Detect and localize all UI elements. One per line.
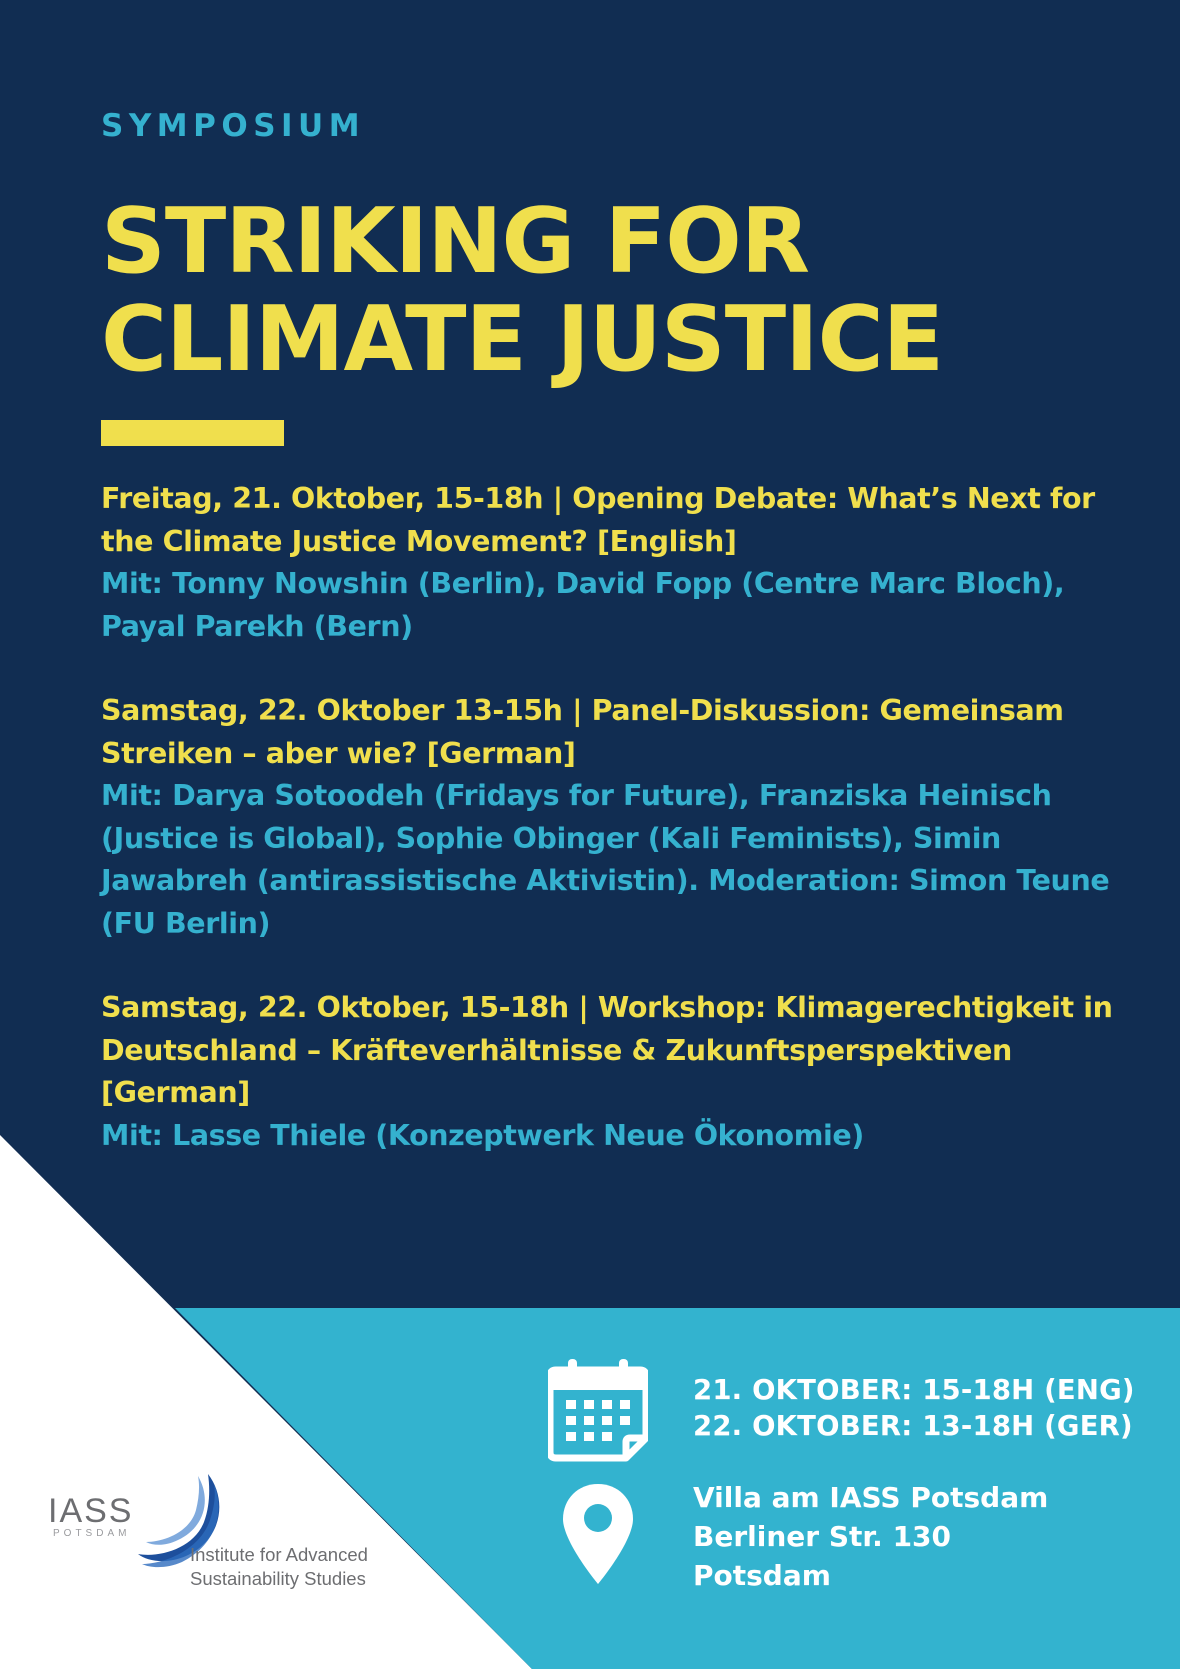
title-line-1: STRIKING FOR [101,189,810,294]
venue-street: Berliner Str. 130 [693,1520,952,1553]
institute-line-2: Sustainability Studies [190,1568,366,1589]
iass-logo [44,1470,384,1600]
event-dates [693,1372,1135,1444]
event-list [101,478,1156,1199]
event-heading: Samstag, 22. Oktober, 15-18h | Workshop: Klimagerechtigkeit in Deutschland – Kräfteverhältnisse & Zukunftsperspektiven [German] [101,991,1113,1109]
kicker-label: SYMPOSIUM [101,108,366,144]
event-speakers: Mit: Lasse Thiele (Konzeptwerk Neue Ökonomie) [101,1118,864,1152]
event-item [101,987,1156,1157]
event-speakers: Mit: Tonny Nowshin (Berlin), David Fopp (Centre Marc Bloch), Payal Parekh (Bern) [101,567,1065,643]
event-heading: Samstag, 22. Oktober 13-15h | Panel-Diskussion: Gemeinsam Streiken – aber wie? [German] [101,694,1064,770]
calendar-icon [548,1358,648,1462]
event-heading: Freitag, 21. Oktober, 15-18h | Opening Debate: What’s Next for the Climate Justice Movement? [English] [101,482,1095,558]
poster-title [101,189,944,392]
date-line-2: 22. OKTOBER: 13-18H (GER) [693,1410,1133,1442]
event-item [101,478,1156,648]
logo-subtext: POTSDAM [53,1528,131,1539]
institute-line-1: Institute for Advanced [190,1544,368,1565]
title-underline-bar [101,420,284,446]
location-pin-icon [561,1482,635,1586]
title-line-2: CLIMATE JUSTICE [101,287,944,392]
event-item [101,690,1156,945]
institute-name [190,1543,368,1591]
logo-wordmark: IASS [48,1492,134,1530]
venue-address [693,1478,1048,1595]
venue-city: Potsdam [693,1559,831,1592]
event-speakers: Mit: Darya Sotoodeh (Fridays for Future), Franziska Heinisch (Justice is Global), Sophie Obinger (Kali Feminists), Simin Jawabreh (antirassistische Aktivistin). Moderation: Simon Teune (FU Berlin) [101,779,1110,940]
date-line-1: 21. OKTOBER: 15-18H (ENG) [693,1374,1135,1406]
venue-name: Villa am IASS Potsdam [693,1481,1049,1514]
